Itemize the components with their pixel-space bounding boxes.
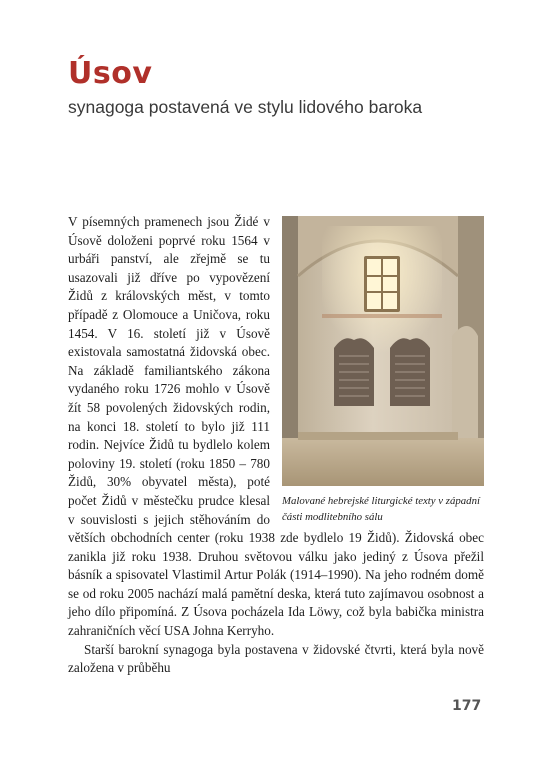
synagogue-figure — [282, 216, 484, 525]
figure-caption: Malované hebrejské liturgické texty v západní části modlitebního sálu — [282, 495, 480, 523]
article-body — [68, 213, 484, 678]
page-subtitle: synagoga postavená ve stylu lidového baroka — [68, 97, 423, 117]
page-number: 177 — [452, 698, 482, 714]
page-title: Úsov — [68, 56, 153, 91]
paragraph: Starší barokní synagoga byla postavena v židovské čtvrti, která byla nově založena v průběhu — [68, 641, 484, 676]
paragraph: V písemných pramenech jsou Židé v Úsově doloženi poprvé roku 1564 v urbáři panství, ale zřejmě se tu usazovali již dříve po vypovězení Židů z královských měst, v tomto případě z Olomouce a Uničova, roku 1454. V 16. století již v Úsově existovala samostatná židovská obec. Na základě familiantského zákona vydaného roku 1726 mohlo v Úsově žít 58 povolených židovských rodin, na konci 18. století to bylo již 111 rodin. Nejvíce Židů tu bydlelo kolem poloviny 19. století (roku 1850 – 780 Židů, 30% obyvatel města), poté počet Židů v městečku prudce klesal v souvislosti s jejich stěhováním do větších obchodních center (roku 1938 zde bydlelo 19 Židů). Židovská obec zanikla již roku 1938. Druhou světovou válku jako jediný z Úsova přežil básník a spisovatel Vlastimil Artur Polák (1914–1990). Na jeho rodném domě se od roku 2005 nachází malá pamětní deska, která tuto zajímavou osobnost a jeho dílo připomíná. Z Úsova pocházela Ida Löwy, což byla babička ministra zahraničních věcí USA Johna Kerryho. — [68, 214, 484, 639]
synagogue-interior-photo — [282, 216, 484, 486]
